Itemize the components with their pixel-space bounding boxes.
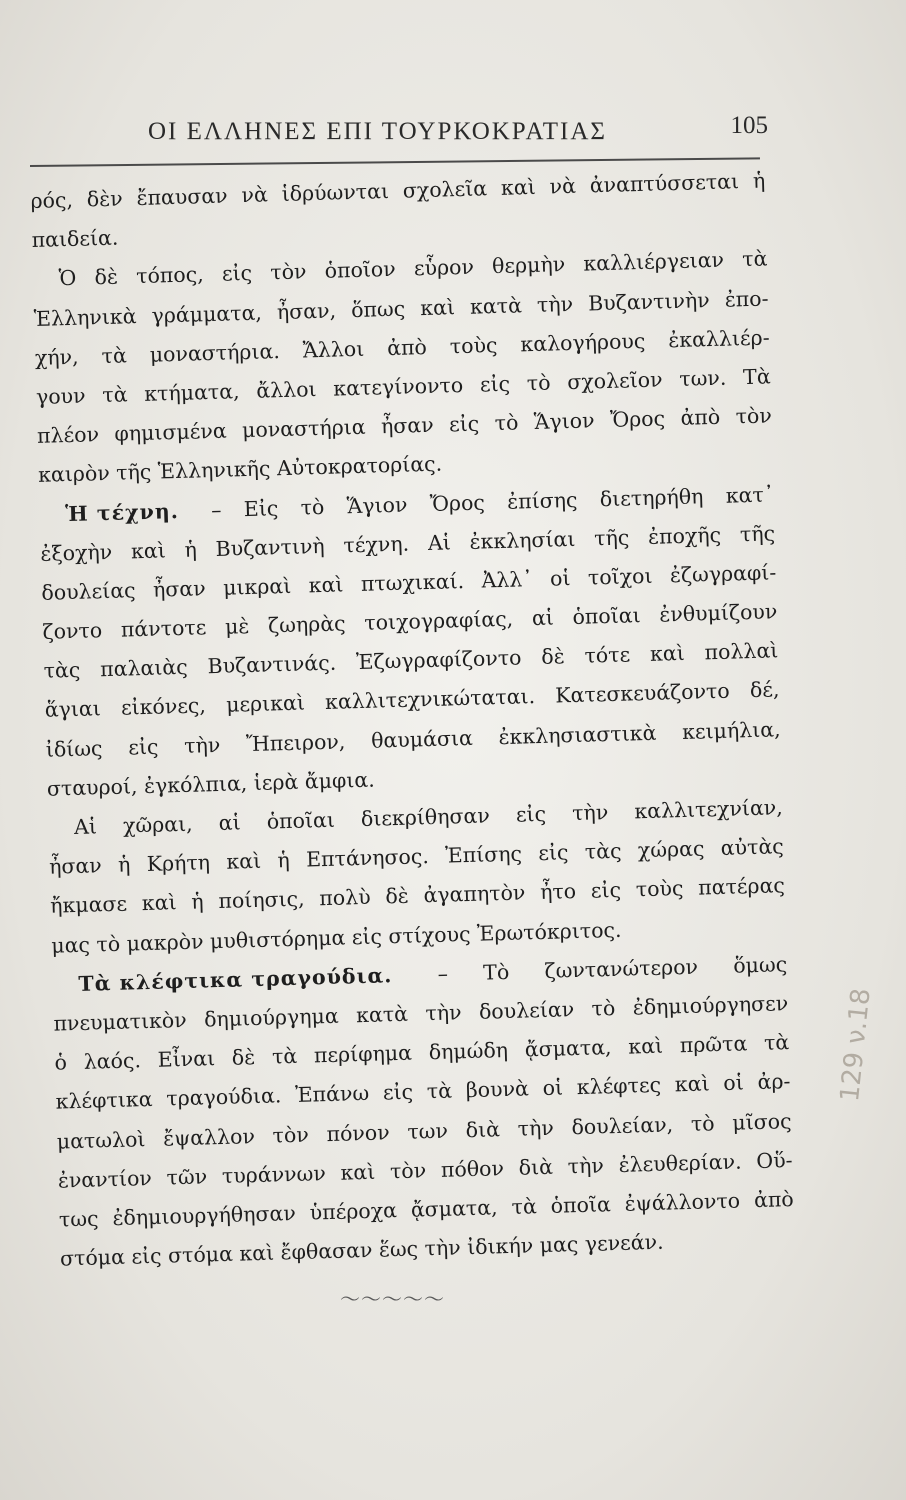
word: μὲ	[224, 614, 250, 639]
word: ἡ	[191, 889, 204, 915]
word: τὸ	[591, 995, 616, 1021]
word: ζωντανώτερον	[544, 954, 699, 983]
word: Ἐπίσης	[444, 841, 523, 868]
word: κειμήλια,	[681, 716, 781, 744]
word: πόνον	[326, 1119, 390, 1146]
word: δημιούργημα	[203, 1003, 339, 1032]
word: Ἀλλ᾽	[481, 567, 533, 593]
word: κατὰ	[355, 1001, 409, 1028]
word: δὲ	[540, 644, 565, 670]
word: ζοντο	[42, 618, 103, 644]
word: κατὰ	[469, 292, 523, 319]
word: οἱ	[723, 1070, 745, 1096]
word: χήν,	[34, 344, 79, 370]
word: φημισμένα	[114, 418, 227, 446]
word: ἦσαν,	[276, 298, 337, 324]
word: ᾄσματα,	[410, 1195, 498, 1222]
word: ὑπέροχα	[309, 1198, 398, 1225]
word: εἰς	[221, 261, 253, 287]
page-header	[148, 112, 768, 160]
word: καὶ	[649, 641, 686, 667]
word: ἀναπτύσσεται	[589, 169, 740, 198]
word: εἰς	[515, 801, 547, 827]
word: καὶ	[627, 1033, 664, 1059]
word: νὰ	[241, 182, 269, 208]
word: μικραὶ	[222, 573, 292, 600]
word: ἐκκλησίαι	[469, 526, 576, 554]
word: Οὕ-	[755, 1147, 793, 1173]
word: μερικαὶ	[225, 690, 306, 718]
word: Κρήτη	[146, 850, 211, 877]
word: τὴν	[571, 800, 609, 826]
word: Ἐζωγραφίζοντο	[355, 645, 522, 675]
word: ᾄσματα,	[524, 1035, 612, 1062]
word: εἰς	[537, 840, 569, 866]
word: πολλαὶ	[704, 638, 779, 665]
end-ornament: 〜〜〜〜〜	[340, 1287, 445, 1311]
word: δημώδη	[428, 1038, 509, 1065]
word: Κατεσκευάζοντο	[554, 679, 731, 708]
word: διετηρήθη	[599, 483, 704, 511]
word: ἡ	[277, 848, 291, 873]
word: ἡ	[752, 168, 766, 193]
word: κλέφτες	[576, 1073, 662, 1100]
word: ἡ	[117, 852, 131, 877]
word: λαός.	[83, 1048, 142, 1074]
word: Ὄρος	[609, 406, 666, 433]
word: μοναστήρια	[241, 414, 366, 443]
word: πόθον	[440, 1155, 505, 1182]
word: Τὸ	[482, 959, 510, 985]
word: εὗρον	[413, 255, 475, 281]
word: βουνὰ	[465, 1076, 530, 1103]
word: ἱδρύωνται	[281, 178, 390, 206]
word: εἰς	[479, 371, 511, 397]
word: τὸν	[389, 1158, 427, 1184]
word: αὐτὰς	[720, 834, 785, 861]
running-head: ΟΙ ΕΛΛΗΝΕΣ ΕΠΙ ΤΟΥΡΚΟΚΡΑΤΙΑΣ	[148, 118, 607, 145]
word: πολὺ	[319, 885, 371, 911]
word: τῆς	[739, 521, 776, 546]
word: ἐνθυμίζουν	[658, 599, 778, 627]
word: τὸν	[269, 259, 307, 285]
word: τοὺς	[449, 332, 498, 359]
word: τραγούδια.	[165, 1083, 282, 1111]
word: πρῶτα	[679, 1031, 748, 1058]
word: ὁποῖον	[324, 257, 397, 284]
word: δέ,	[749, 677, 780, 703]
word: παλαιὰς	[99, 655, 189, 682]
word: εἰς	[127, 734, 159, 760]
word: ἐψάλλοντο	[624, 1188, 741, 1216]
word: τὰ	[426, 1078, 453, 1104]
word: ἰδίως	[45, 735, 103, 762]
word: τῶν	[166, 1164, 208, 1190]
word: ἀγαπητὸν	[423, 880, 526, 908]
word: οἱ	[549, 565, 571, 591]
word: καὶ	[340, 1159, 376, 1185]
word: Εἶναι	[157, 1046, 216, 1072]
word: θαυμάσια	[370, 725, 474, 753]
word: ἦσαν	[48, 853, 103, 879]
word: κλέφτικα	[55, 1087, 153, 1114]
word: ἀπὸ	[753, 1186, 795, 1213]
word: δουλείαν,	[571, 1111, 674, 1139]
word: καὶ	[226, 849, 262, 874]
word: τέχνη.	[343, 531, 410, 558]
word: σχολεῖα	[402, 176, 488, 203]
word: τότε	[584, 642, 631, 668]
word: τὰ	[101, 343, 128, 368]
word: δὲ	[231, 1045, 256, 1070]
word: ζωηρὰς	[267, 611, 346, 638]
word: Ἅγιον	[533, 408, 595, 435]
word: Ἑλληνικὰ	[33, 303, 137, 331]
word: Βυζαντινάς.	[207, 650, 337, 679]
word: ἐδημιουργήθησαν	[112, 1200, 297, 1230]
word: εἰς	[448, 411, 480, 437]
line-text: παιδεία.	[31, 225, 119, 253]
word: ἐδημιούργησεν	[632, 991, 789, 1020]
word: τὰ	[511, 1194, 538, 1219]
word: τὴν	[517, 1115, 555, 1141]
word: δουλείας	[41, 578, 136, 605]
word: τὸν	[735, 403, 773, 429]
word: ἐζωγραφί-	[669, 560, 777, 588]
word: πτωχικαί.	[360, 568, 465, 596]
word: ἐπίσης	[506, 487, 578, 514]
word: τως	[58, 1206, 99, 1232]
word: τὰ	[763, 1030, 790, 1055]
word: πνευματικὸν	[53, 1007, 187, 1036]
word: –	[437, 961, 449, 986]
word: των.	[678, 365, 727, 391]
word: τὴν	[425, 1000, 462, 1026]
word: πλέον	[36, 422, 100, 449]
word: ὁποῖα	[550, 1192, 612, 1218]
word: ἦσαν	[380, 412, 434, 439]
word: τὰ	[101, 382, 128, 407]
word: τὰ	[741, 246, 768, 272]
word: Εἰς	[243, 495, 279, 521]
word: κτήματα,	[143, 379, 240, 406]
word: ποίησις,	[218, 886, 305, 914]
word: ἄλλοι	[256, 377, 317, 403]
word: τοῖχοι	[587, 563, 653, 590]
word: δὲ	[94, 264, 119, 290]
word: διεκρίθησαν	[360, 803, 491, 832]
word: κατεγίνοντο	[332, 372, 464, 401]
word: περίφημα	[313, 1040, 413, 1068]
word: τοὺς	[635, 876, 684, 902]
word: τὸ	[690, 1110, 715, 1136]
word: δὲ	[385, 884, 410, 909]
word: ὁποῖαι	[266, 807, 336, 834]
word: εἰς	[382, 1079, 414, 1105]
margin-handwritten-note: 129 ν.18	[835, 986, 877, 1104]
word: χώρας	[637, 836, 705, 863]
word: μῖσος	[731, 1108, 792, 1135]
word: τὸ	[494, 410, 519, 436]
word: μοναστήρια.	[149, 338, 281, 367]
word: ρός,	[30, 187, 74, 213]
word: ἐλευθερίαν.	[618, 1149, 742, 1177]
word: πατέρας	[697, 873, 786, 900]
word: ἐποχῆς	[647, 522, 722, 549]
section-heading: Τὰ κλέφτικα τραγούδια.	[78, 962, 393, 996]
word: ἐξοχὴν	[40, 539, 113, 566]
word: καὶ	[141, 890, 177, 916]
word: Ἤπειρον,	[245, 729, 346, 756]
word: τυράννων	[221, 1160, 327, 1188]
word: νὰ	[549, 173, 577, 199]
word: τοιχογραφίας,	[363, 606, 514, 635]
word: οἱ	[542, 1075, 564, 1101]
word: κατ᾽	[725, 481, 775, 508]
word: καὶ	[308, 572, 344, 598]
word: καὶ	[130, 538, 167, 564]
line-text: στόμα εἰς στόμα καὶ ἔφθασαν ἕως τὴν ἰδικήν μας γενεάν.	[59, 1229, 664, 1271]
section-heading: Ἡ τέχνη.	[64, 498, 180, 526]
word: ἔψαλλον	[162, 1123, 256, 1151]
word: Τὰ	[742, 364, 771, 390]
word: τὰς	[43, 658, 81, 684]
word: ἀρ-	[757, 1069, 791, 1095]
word: διὰ	[518, 1154, 554, 1180]
word: Ὄρος	[429, 489, 486, 516]
word: ἡ	[184, 537, 198, 562]
word: τὴν	[536, 291, 574, 317]
word: Αἱ	[73, 814, 98, 840]
word: ὅμως	[732, 951, 788, 978]
word: τῆς	[593, 525, 630, 551]
word: σχολεῖον	[566, 367, 663, 395]
word: Βυζαντινὴν	[587, 287, 710, 316]
word: ἐκκλησιαστικὰ	[498, 720, 657, 749]
word: Ἄλλοι	[302, 336, 365, 363]
word: ἔπαυσαν	[136, 183, 228, 211]
word: τὰς	[584, 838, 622, 864]
word: ἀπὸ	[680, 404, 721, 431]
word: Ἐπάνω	[294, 1081, 370, 1108]
word: ἐπο-	[724, 285, 769, 312]
word: γουν	[35, 383, 86, 409]
word: εἰκόνες,	[120, 693, 207, 721]
word: πάντοτε	[120, 615, 207, 642]
word: τὴν	[567, 1153, 605, 1179]
word: δουλείαν	[478, 997, 575, 1024]
word: Επτάνησος.	[305, 844, 430, 872]
body-text	[30, 161, 795, 1278]
word: γράμματα,	[151, 300, 263, 328]
word: ὁποῖαι	[572, 603, 641, 630]
word: ὅπως	[350, 296, 406, 322]
word: ἅγιαι	[44, 696, 102, 723]
line-text: σταυροί, ἐγκόλπια, ἱερὰ ἄμφια.	[46, 767, 376, 801]
word: ἐναντίον	[57, 1165, 153, 1193]
word: ἀπὸ	[386, 334, 428, 360]
word: ἦτο	[539, 879, 577, 905]
word: τόπος,	[135, 262, 204, 289]
word: καλλιτεχνίαν,	[634, 795, 784, 824]
word: χῶραι,	[122, 811, 193, 838]
word: αἱ	[531, 605, 555, 631]
word: τὴν	[183, 732, 221, 758]
word: καὶ	[674, 1071, 710, 1097]
word: καλλιέργειαν	[583, 248, 725, 276]
word: τὸ	[526, 370, 551, 396]
page-number: 105	[730, 112, 768, 139]
word: εἰς	[590, 878, 622, 903]
word: αἱ	[218, 810, 241, 835]
word: Αἱ	[427, 530, 452, 555]
word: –	[210, 497, 222, 522]
word: καλλιτεχνικώταται.	[324, 684, 536, 715]
word: δὲν	[86, 186, 123, 212]
word: ἤκμασε	[49, 891, 128, 919]
word: καλογήρους	[520, 328, 646, 357]
word: Ἅγιον	[346, 492, 408, 518]
word: ἦσαν	[152, 576, 206, 602]
word: ματωλοὶ	[56, 1126, 146, 1154]
word: τὸν	[272, 1122, 310, 1148]
word: Βυζαντινὴ	[215, 533, 325, 561]
word: θερμὴν	[491, 252, 566, 279]
line-text: μας τὸ μακρὸν μυθιστόρημα εἰς στίχους Ἐρωτόκριτος.	[50, 917, 622, 958]
word: τὸ	[300, 494, 325, 520]
word: ἐκαλλιέρ-	[667, 325, 770, 352]
word: διὰ	[465, 1116, 501, 1142]
word: των	[407, 1118, 449, 1144]
word: ὁ	[54, 1050, 68, 1075]
word: καὶ	[500, 174, 536, 200]
word: καὶ	[419, 294, 456, 320]
word: Ὁ	[58, 266, 77, 291]
word: τὰ	[271, 1044, 298, 1069]
line-text: καιρὸν τῆς Ἑλληνικῆς Αὐτοκρατορίας.	[37, 451, 443, 488]
